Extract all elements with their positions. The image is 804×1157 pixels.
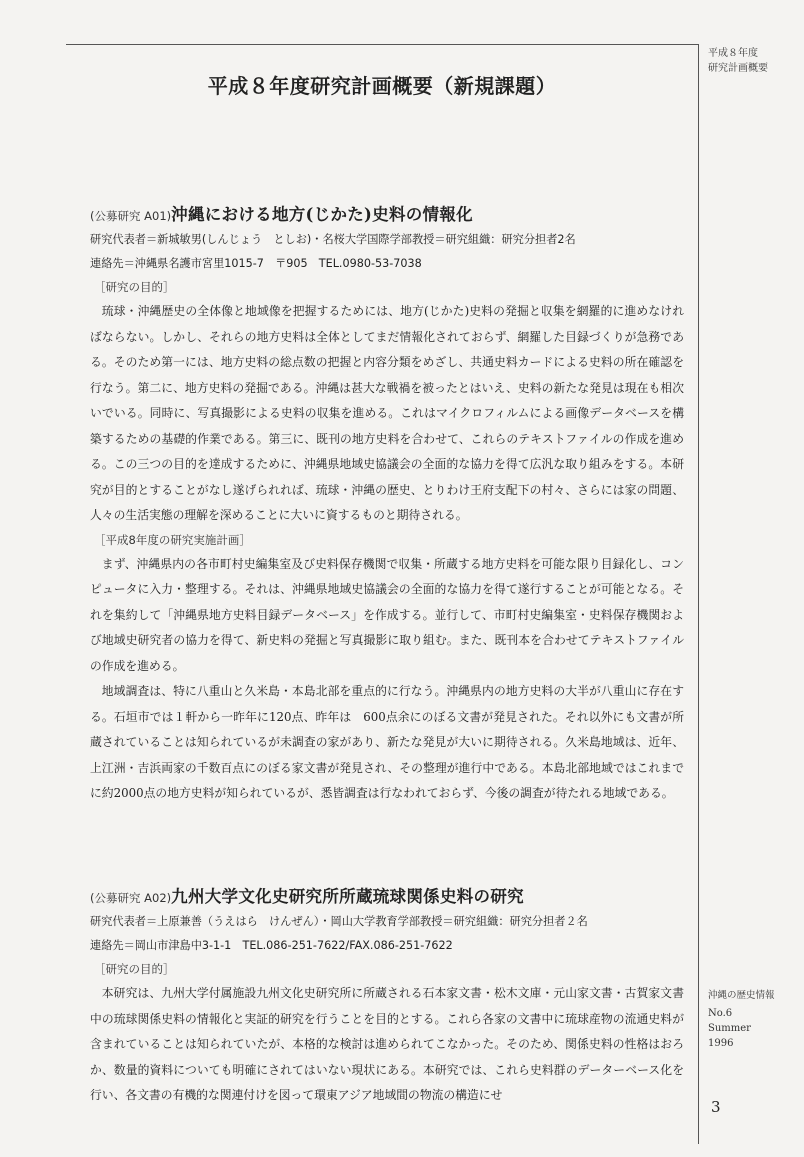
subheading-plan: ［平成8年度の研究実施計画］ [94,532,251,547]
project-title: 九州大学文化史研究所所蔵琉球関係史料の研究 [171,887,524,906]
project-label: (公募研究 A02) [90,891,172,905]
paragraph: まず、沖縄県内の各市町村史編集室及び史料保存機関で収集・所蔵する地方史料を可能な限り目録化し、コンピュータに入力・整理する。それは、沖縄県地域史協議会の全面的な協力を得て遂行することが可能となる。それを集約して「沖縄県地方史料目録データベース」を作成する。並行して、市町村史編集室・史料保存機関および地域史研究者の協力を得て、新史料の発掘と写真撮影に取り組む。また、既刊本を合わせてテキストファイルの作成を進める。 [90,556,684,673]
project-representative: 研究代表者＝上原兼善（うえはら けんぜん）・岡山大学教育学部教授＝研究組織：研究分担者２名 [90,915,588,928]
journal-info [708,988,798,1051]
paragraph: 本研究は、九州大学付属施設九州文化史研究所に所蔵される石本家文書・松木文庫・元山家文書・古賀家文書中の琉球関係史料の情報化と実証的研究を行うことを目的とする。これら各家の文書中に琉球産物の流通史料が含まれていることは知られていたが、本格的な検討は進められてこなかった。そのため、関係史料の性格はおろか、数量的資料についても明確にされてはいない現状にある。本研究では、これら史料群のデーターベース化を行い、各文書の有機的な関連付けを図って環東アジア地域間の物流の構造にせ [90,986,684,1102]
journal-year: 1996 [708,1038,734,1049]
journal-issue: No.6 [708,1008,733,1019]
paragraph: 琉球・沖縄歴史の全体像と地域像を把握するためには、地方(じかた)史料の発掘と収集を網羅的に進めなければならない。しかし、それらの地方史料は全体としてまだ情報化されておらず、網羅した目録づくりが急務である。そのため第一には、地方史料の総点数の把握と内容分類をめざし、共通史料カードによる史料の所在確認を行なう。第二に、地方史料の発掘である。沖縄は甚大な戦禍を被ったとはいえ、史料の新たな発見は現在も相次いでいる。同時に、写真撮影による史料の収集を進める。これはマイクロフィルムによる画像データベースを構築するための基礎的作業である。第三に、既刊の地方史料を合わせて、これらのテキストファイルの作成を進める。この三つの目的を達成するために、沖縄県地域史協議会の全面的な協力を得て広汎な取り組みをする。本研究が目的とすることがなし遂げられれば、琉球・沖縄の歴史、とりわけ王府支配下の村々、さらには家の問題、人々の生活実態の理解を深めることに大いに資するものと期待される。 [90,304,684,522]
top-rule [66,44,698,45]
project-heading [90,202,684,228]
paragraph: 地域調査は、特に八重山と久米島・本島北部を重点的に行なう。沖縄県内の地方史料の大半が八重山に存在する。石垣市では１軒から一昨年に120点、昨年は 600点余にのぼる文書が発見された。それ以外にも文書が所蔵されていることは知られているが未調査の家があり、新たな発見が大いに期待される。久米島地域は、近年、上江洲・吉浜両家の千数百点にのぼる家文書が発見され、その整理が進行中である。本島北部地域ではこれまでに約2000点の地方史料が知られているが、悉皆調査は行なわれておらず、今後の調査が待たれる地域である。 [90,684,684,800]
project-title: 沖縄における地方(じかた)史料の情報化 [171,205,473,224]
project-heading [90,884,684,910]
page-number: 3 [711,1098,721,1116]
project-contact: 連絡先＝岡山市津島中3-1-1 TEL.086-251-7622/FAX.086-251-7622 [90,939,453,952]
page-title: 平成８年度研究計画概要（新規課題） [207,74,557,98]
subheading-purpose: ［研究の目的］ [94,962,175,976]
running-header-line2: 研究計画概要 [708,63,768,74]
margin-rule [698,44,699,1144]
project-label: (公募研究 A01) [90,209,172,223]
project-contact: 連絡先＝沖縄県名護市宮里1015-7 〒905 TEL.0980-53-7038 [90,257,422,270]
project-section-a01 [90,202,684,807]
running-header-line1: 平成８年度 [708,48,758,59]
project-section-a02 [90,884,684,1109]
project-representative: 研究代表者＝新城敏男(しんじょう としお)・名桜大学国際学部教授＝研究組織：研究分担者2名 [90,233,576,246]
running-header [708,46,768,76]
journal-title: 沖縄の歴史情報 [708,990,775,1001]
subheading-purpose: ［研究の目的］ [94,280,175,294]
journal-season: Summer [708,1023,751,1034]
